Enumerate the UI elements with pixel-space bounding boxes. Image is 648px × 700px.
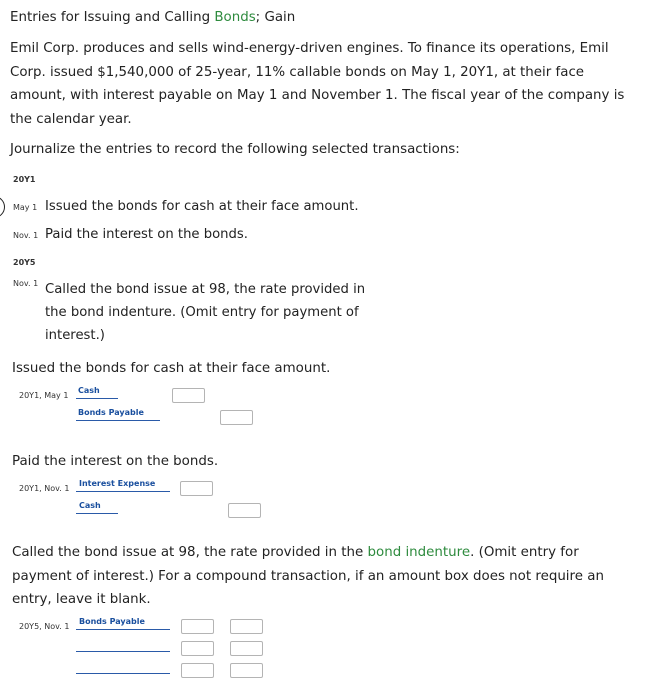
sec3-row3-underline[interactable] [76,673,170,674]
t2-date: Nov. 1 [13,231,39,240]
sec3-row1-underline [76,629,170,630]
sec1-debit-underline [76,398,118,399]
t3-text-line2: the bond indenture. (Omit entry for payment of [45,305,359,320]
instruction-text: Journalize the entries to record the following selected transactions: [10,142,460,157]
sec1-heading: Issued the bonds for cash at their face amount. [12,361,331,376]
sec2-debit-underline [76,491,170,492]
sec3-row1-debit-input[interactable] [181,619,214,634]
sec1-credit-amount-input[interactable] [220,410,253,425]
sec3-heading: Called the bond issue at 98, the rate provided in the bond indenture. (Omit entry for payment of interest.) For a compound transaction, if an amount box does not require an entry, leave it blank. [12,545,604,607]
intro-paragraph [10,37,640,131]
sec1-debit-account[interactable]: Cash [78,386,100,395]
sec3-row3-debit-input[interactable] [181,663,214,678]
sec3-date: 20Y5, Nov. 1 [19,622,70,631]
year-label-1: 20Y1 [13,175,36,184]
t3-text-line3: interest.) [45,328,105,343]
sec2-credit-amount-input[interactable] [228,503,261,518]
sec3-row1-credit-input[interactable] [230,619,263,634]
sec1-credit-underline [76,420,160,421]
t3-date: Nov. 1 [13,279,39,288]
sec2-debit-amount-input[interactable] [180,481,213,496]
sec1-date: 20Y1, May 1 [19,391,69,400]
sec1-credit-account[interactable]: Bonds Payable [78,408,144,417]
t1-date: May 1 [13,203,38,212]
sec2-heading: Paid the interest on the bonds. [12,454,219,469]
sec2-debit-account[interactable]: Interest Expense [79,479,156,488]
sec2-credit-account[interactable]: Cash [79,501,101,510]
sec2-date: 20Y1, Nov. 1 [19,484,70,493]
intro-text: Emil Corp. produces and sells wind-energy-driven engines. To finance its operations, Emil Corp. issued $1,540,000 of 25-year, 11% callable bonds on May 1, 20Y1, at their face amount, with interest payable on May 1 and November 1. The fiscal year of the company is the calendar year. [10,41,625,127]
sec3-row2-credit-input[interactable] [230,641,263,656]
bond-indenture-link[interactable]: bond indenture [367,545,471,560]
sec3-row3-credit-input[interactable] [230,663,263,678]
bonds-link[interactable]: Bonds [214,10,256,25]
page-title: Entries for Issuing and Calling Bonds; Gain [10,10,296,25]
t2-text: Paid the interest on the bonds. [45,227,248,242]
year-label-5: 20Y5 [13,258,36,267]
sec3-row2-debit-input[interactable] [181,641,214,656]
sec3-row2-underline[interactable] [76,651,170,652]
t3-text-line1: Called the bond issue at 98, the rate provided in [45,282,366,297]
sec1-debit-amount-input[interactable] [172,388,205,403]
sec2-credit-underline [76,513,118,514]
t1-text: Issued the bonds for cash at their face amount. [45,199,359,214]
current-item-marker [0,196,5,218]
sec3-row1-account[interactable]: Bonds Payable [79,617,145,626]
